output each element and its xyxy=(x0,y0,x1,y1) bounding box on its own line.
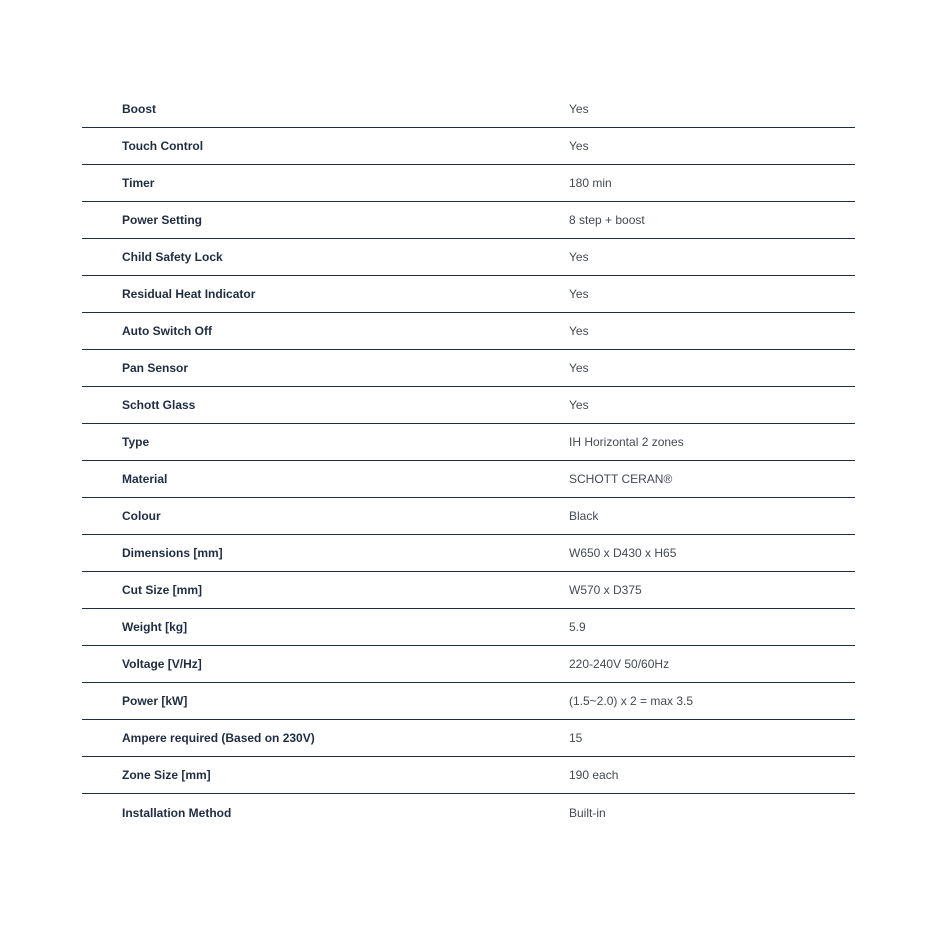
spec-row-child-safety-lock xyxy=(82,239,855,276)
spec-row-auto-switch-off xyxy=(82,313,855,350)
spec-value: 220-240V 50/60Hz xyxy=(569,657,670,671)
spec-label: Boost xyxy=(122,102,156,116)
spec-label: Residual Heat Indicator xyxy=(122,287,256,301)
spec-row-material xyxy=(82,461,855,498)
spec-row-type xyxy=(82,424,855,461)
spec-value: Yes xyxy=(569,250,589,264)
spec-row-colour xyxy=(82,498,855,535)
spec-value: SCHOTT CERAN® xyxy=(569,472,673,486)
spec-label: Zone Size [mm] xyxy=(122,768,211,782)
spec-value: W650 x D430 x H65 xyxy=(569,546,677,560)
spec-value: Yes xyxy=(569,324,589,338)
spec-row-zone-size xyxy=(82,757,855,794)
specification-table xyxy=(82,91,855,831)
spec-row-ampere-required xyxy=(82,720,855,757)
spec-value: Yes xyxy=(569,361,589,375)
spec-value: 5.9 xyxy=(569,620,586,634)
spec-label: Type xyxy=(122,435,150,449)
spec-row-dimensions xyxy=(82,535,855,572)
spec-label: Pan Sensor xyxy=(122,361,189,375)
spec-label: Power [kW] xyxy=(122,694,188,708)
spec-value: (1.5~2.0) x 2 = max 3.5 xyxy=(569,694,694,708)
spec-label: Cut Size [mm] xyxy=(122,583,203,597)
spec-label: Power Setting xyxy=(122,213,203,227)
spec-value: 190 each xyxy=(569,768,619,782)
spec-value: Built-in xyxy=(569,805,606,820)
spec-row-residual-heat-indicator xyxy=(82,276,855,313)
spec-label: Installation Method xyxy=(122,805,232,820)
spec-value: Yes xyxy=(569,139,589,153)
spec-label: Timer xyxy=(122,176,155,190)
spec-label: Touch Control xyxy=(122,139,204,153)
spec-value: 180 min xyxy=(569,176,612,190)
spec-label: Dimensions [mm] xyxy=(122,546,223,560)
spec-label: Material xyxy=(122,472,168,486)
spec-row-power xyxy=(82,683,855,720)
spec-row-cut-size xyxy=(82,572,855,609)
spec-row-schott-glass xyxy=(82,387,855,424)
spec-row-installation-method xyxy=(82,794,855,831)
spec-value: Yes xyxy=(569,287,589,301)
spec-label: Voltage [V/Hz] xyxy=(122,657,202,671)
spec-row-touch-control xyxy=(82,128,855,165)
spec-value: 15 xyxy=(569,731,583,745)
spec-value: 8 step + boost xyxy=(569,213,645,227)
spec-row-voltage xyxy=(82,646,855,683)
spec-label: Child Safety Lock xyxy=(122,250,223,264)
spec-value: Yes xyxy=(569,102,589,116)
spec-value: IH Horizontal 2 zones xyxy=(569,435,684,449)
spec-label: Auto Switch Off xyxy=(122,324,212,338)
spec-label: Colour xyxy=(122,509,161,523)
spec-row-pan-sensor xyxy=(82,350,855,387)
spec-value: Yes xyxy=(569,398,589,412)
spec-label: Weight [kg] xyxy=(122,620,188,634)
spec-label: Schott Glass xyxy=(122,398,196,412)
spec-value: Black xyxy=(569,509,599,523)
spec-label: Ampere required (Based on 230V) xyxy=(122,731,315,745)
spec-value: W570 x D375 xyxy=(569,583,642,597)
spec-row-boost xyxy=(82,91,855,128)
spec-row-weight xyxy=(82,609,855,646)
spec-row-power-setting xyxy=(82,202,855,239)
spec-row-timer xyxy=(82,165,855,202)
